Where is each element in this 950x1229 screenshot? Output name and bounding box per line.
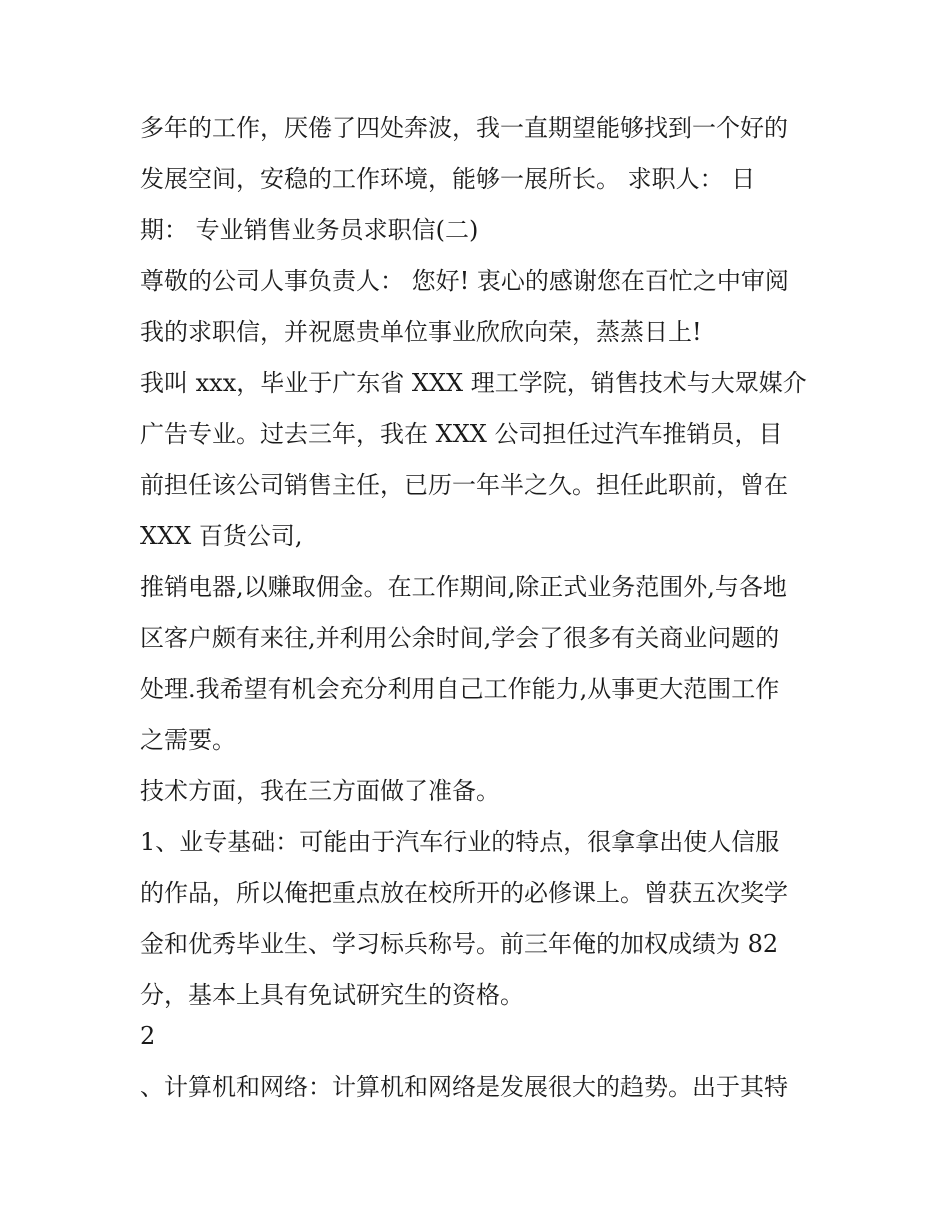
text-line: 尊敬的公司人事负责人： 您好! 衷心的感谢您在百忙之中审阅: [140, 267, 789, 295]
text-line: 期： 专业销售业务员求职信(二): [140, 216, 479, 244]
text-line: 1、业专基础：可能由于汽车行业的特点，很拿拿出使人信服: [140, 828, 780, 856]
text-line: 前担任该公司销售主任，已历一年半之久。担任此职前，曾在: [140, 471, 788, 499]
text-line: 广告专业。过去三年，我在 XXX 公司担任过汽车推销员，目: [140, 420, 783, 448]
text-line: 之需要。: [140, 726, 236, 754]
text-line: 我叫 xxx，毕业于广东省 XXX 理工学院，销售技术与大眾媒介: [140, 369, 807, 397]
text-line: 多年的工作，厌倦了四处奔波，我一直期望能够找到一个好的: [140, 114, 788, 142]
text-line: 金和优秀毕业生、学习标兵称号。前三年俺的加权成绩为 82: [140, 930, 779, 958]
text-line: 发展空间，安稳的工作环境，能够一展所长。 求职人： 日: [140, 165, 756, 193]
text-line: 的作品，所以俺把重点放在校所开的必修课上。曾获五次奖学: [140, 879, 788, 907]
text-line: 推销电器,以赚取佣金。在工作期间,除正式业务范围外,与各地: [140, 573, 787, 601]
text-line: 分，基本上具有免试研究生的资格。: [140, 981, 524, 1009]
text-line: 、计算机和网络：计算机和网络是发展很大的趋势。出于其特: [140, 1073, 788, 1101]
text-line: XXX 百货公司,: [140, 522, 303, 550]
text-line: 我的求职信，并祝愿贵单位事业欣欣向荣，蒸蒸日上!: [140, 318, 702, 346]
text-line: 处理.我希望有机会充分利用自己工作能力,从事更大范围工作: [140, 675, 780, 703]
text-line: 区客户颇有来往,并利用公余时间,学会了很多有关商业问题的: [140, 624, 780, 652]
text-line: 技术方面，我在三方面做了准备。: [140, 777, 500, 805]
text-line: 2: [140, 1022, 156, 1050]
